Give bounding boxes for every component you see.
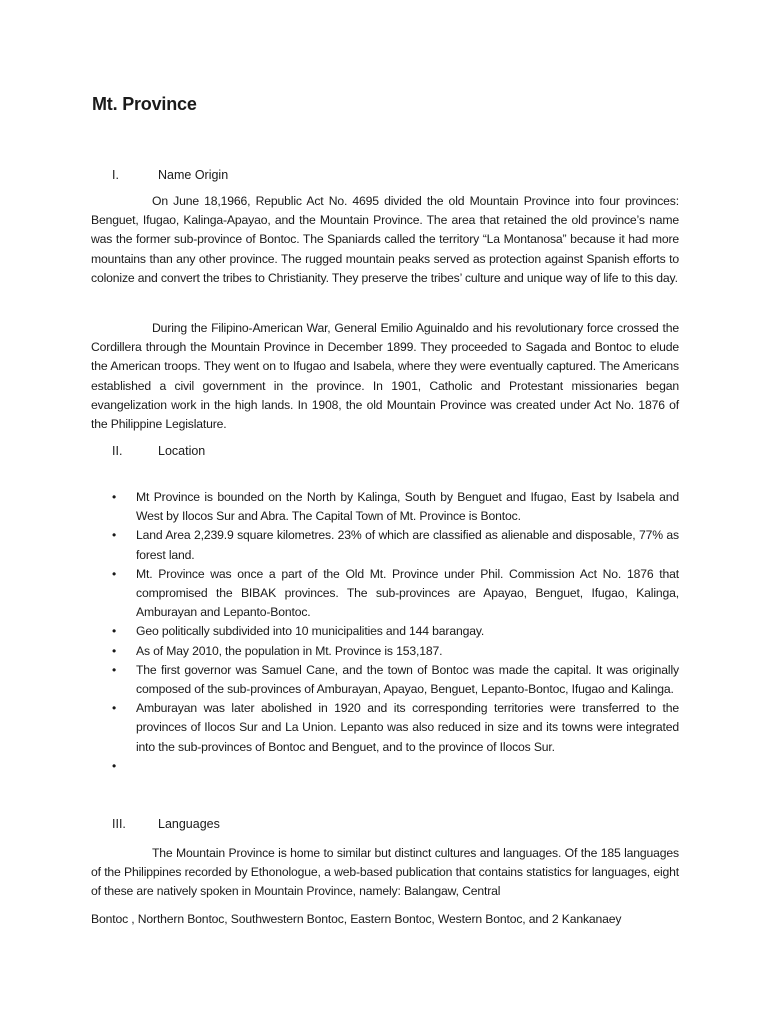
list-item <box>112 642 679 661</box>
list-item-text: The first governor was Samuel Cane, and the town of Bontoc was made the capital. It was originally composed of the sub-provinces of Amburayan, Apayao, Benguet, Lepanto-Bontoc, Ifugao and Kalinga. <box>136 662 679 697</box>
list-item <box>112 565 679 623</box>
page-title: Mt. Province <box>92 94 197 114</box>
paragraph-name-origin-2: During the Filipino-American War, General Emilio Aguinaldo and his revolutionary force crossed the Cordillera through the Mountain Province in December 1899. They proceeded to Sagada and Bontoc to elude the American troops. They went on to Ifugao and Isabela, where they were eventually captured. The Americans established a civil government in the province. In 1901, Catholic and Protestant missionaries began evangelization work in the high lands. In 1908, the old Mountain Province was created under Act No. 1876 of the Philippine Legislature. <box>91 321 679 432</box>
section-title: Languages <box>158 817 220 831</box>
bullet-icon: • <box>112 662 117 677</box>
bullet-icon: • <box>112 490 117 504</box>
section-heading-name-origin <box>112 168 228 182</box>
section-title: Name Origin <box>158 168 229 182</box>
paragraph-languages-2: Bontoc , Northern Bontoc, Southwestern Bontoc, Eastern Bontoc, Western Bontoc, and 2 Kankanaey <box>91 912 622 926</box>
list-item-text: Geo politically subdivided into 10 municipalities and 144 barangay. <box>136 624 485 639</box>
bullet-icon: • <box>112 701 117 716</box>
section-title: Location <box>158 444 206 458</box>
list-item <box>112 622 679 641</box>
list-item <box>112 699 679 757</box>
bullet-icon: • <box>112 528 117 543</box>
bullet-icon: • <box>112 643 117 658</box>
section-number: I. <box>112 168 119 182</box>
list-item-text: As of May 2010, the population in Mt. Province is 153,187. <box>136 643 443 658</box>
list-item <box>112 757 679 776</box>
paragraph-name-origin-1: On June 18,1966, Republic Act No. 4695 divided the old Mountain Province into four provinces: Benguet, Ifugao, Kalinga-Apayao, and the Mountain Province. The area that retained the old province’s name was the former sub-province of Bontoc. The Spaniards called the territory “La Montanosa” because it had more mountains than any other province. The rugged mountain peaks served as protection against Spanish efforts to colonize and convert the tribes to Christianity. They preserve the tribes’ culture and unique way of life to this day. <box>91 194 679 285</box>
section-heading-languages <box>112 817 220 831</box>
paragraph-languages-1: The Mountain Province is home to similar but distinct cultures and languages. Of the 185 languages of the Philippines recorded by Ethonologue, a web-based publication that contains statistics for languages, eight of these are natively spoken in Mountain Province, namely: Balangaw, Central <box>91 846 679 899</box>
section-heading-location <box>112 444 205 458</box>
location-bullet-list <box>112 488 679 776</box>
list-item <box>112 526 679 564</box>
list-item-text: Mt Province is bounded on the North by Kalinga, South by Benguet and Ifugao, East by Isabela and West by Ilocos Sur and Abra. The Capital Town of Mt. Province is Bontoc. <box>136 490 679 524</box>
list-item-text: Mt. Province was once a part of the Old Mt. Province under Phil. Commission Act No. 1876 that compromised the BIBAK provinces. The sub-provinces are Apayao, Benguet, Ifugao, Kalinga, Amburayan and Lepanto-Bontoc. <box>136 566 679 620</box>
section-number: II. <box>112 444 123 458</box>
list-item-text: Amburayan was later abolished in 1920 and its corresponding territories were transferred to the provinces of Ilocos Sur and La Union. Lepanto was also reduced in size and its towns were integrated into the sub-provinces of Bontoc and Benguet, and to the province of Ilocos Sur. <box>136 701 679 754</box>
list-item <box>112 661 679 699</box>
bullet-icon: • <box>112 624 117 639</box>
section-number: III. <box>112 817 126 831</box>
list-item <box>112 488 679 526</box>
list-item-text: Land Area 2,239.9 square kilometres. 23% of which are classified as alienable and disposable, 77% as forest land. <box>136 528 679 562</box>
bullet-icon: • <box>112 758 117 773</box>
bullet-icon: • <box>112 566 117 581</box>
